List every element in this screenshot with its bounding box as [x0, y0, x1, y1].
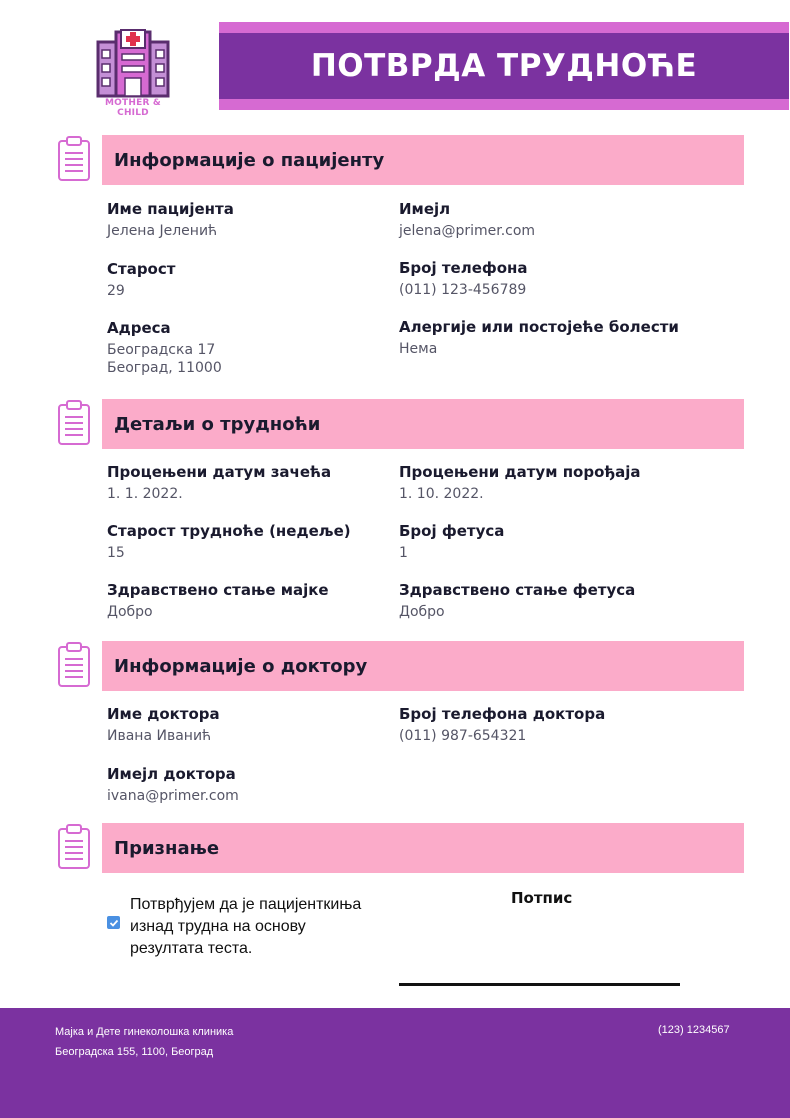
- section-header-acknowledgment: [102, 823, 744, 873]
- title-banner: [219, 22, 789, 110]
- field-doctor-email: [107, 764, 392, 805]
- section-header-doctor: [102, 641, 744, 691]
- field-label: Адреса: [107, 319, 171, 337]
- field-label: Број фетуса: [399, 522, 505, 540]
- field-value: (011) 123-456789: [399, 282, 527, 298]
- field-label: Имејл: [399, 200, 451, 218]
- field-label: Име доктора: [107, 705, 220, 723]
- clipboard-icon: [56, 824, 92, 870]
- field-value: (011) 987-654321: [399, 728, 527, 744]
- field-patient-age: [107, 259, 392, 300]
- field-patient-email: [399, 199, 684, 240]
- field-patient-allergies: [399, 317, 719, 358]
- field-value: Ивана Иванић: [107, 728, 212, 744]
- field-due-date: [399, 462, 684, 503]
- hospital-building-icon: [92, 26, 174, 98]
- field-label: Процењени датум зачећа: [107, 463, 332, 481]
- section-title: Детаљи о трудноћи: [114, 413, 321, 435]
- logo-text: MOTHER & CHILD: [105, 98, 161, 118]
- field-doctor-phone: [399, 704, 684, 745]
- field-label: Број телефона: [399, 259, 528, 277]
- clipboard-icon: [56, 642, 92, 688]
- field-label: Име пацијента: [107, 200, 234, 218]
- field-value: Јелена Јеленић: [107, 223, 218, 239]
- section-header-pregnancy: [102, 399, 744, 449]
- field-value: Добро: [399, 604, 445, 620]
- field-label: Процењени датум порођаја: [399, 463, 641, 481]
- footer-address: Београдска 155, 1100, Београд: [55, 1046, 214, 1058]
- field-conception-date: [107, 462, 392, 503]
- field-value: ivana@primer.com: [107, 788, 239, 804]
- field-label: Број телефона доктора: [399, 705, 606, 723]
- page-footer: [0, 1008, 790, 1118]
- checkmark-icon: [109, 918, 119, 928]
- field-fetus-count: [399, 521, 684, 562]
- field-label: Старост: [107, 260, 176, 278]
- signature-line[interactable]: [399, 983, 680, 986]
- section-title: Признање: [114, 837, 220, 859]
- field-label: Здравствено стање фетуса: [399, 581, 636, 599]
- clipboard-icon: [56, 136, 92, 182]
- field-value: 29: [107, 283, 125, 299]
- field-value: Добро: [107, 604, 153, 620]
- field-doctor-name: [107, 704, 392, 745]
- section-title: Информације о пацијенту: [114, 149, 385, 171]
- field-mother-health: [107, 580, 392, 621]
- field-label: Алергије или постојеће болести: [399, 318, 679, 336]
- field-pregnancy-weeks: [107, 521, 392, 562]
- page-title: ПОТВРДА ТРУДНОЋЕ: [310, 48, 698, 84]
- field-patient-name: [107, 199, 392, 240]
- section-header-patient: [102, 135, 744, 185]
- field-fetus-health: [399, 580, 684, 621]
- field-value: 1. 1. 2022.: [107, 486, 183, 502]
- field-value: Нема: [399, 341, 438, 357]
- field-value: Београдска 17 Београд, 11000: [107, 342, 222, 376]
- field-patient-address: [107, 318, 392, 377]
- signature-label: Потпис: [511, 889, 573, 907]
- field-label: Имејл доктора: [107, 765, 236, 783]
- section-title: Информације о доктору: [114, 655, 368, 677]
- field-value: 15: [107, 545, 125, 561]
- field-value: 1: [399, 545, 408, 561]
- field-label: Старост трудноће (недеље): [107, 522, 351, 540]
- clinic-logo: [92, 26, 174, 116]
- field-value: jelena@primer.com: [399, 223, 536, 239]
- field-label: Здравствено стање мајке: [107, 581, 329, 599]
- footer-phone: (123) 1234567: [658, 1024, 730, 1036]
- acknowledgment-checkbox[interactable]: [107, 916, 120, 929]
- footer-clinic: Мајка и Дете гинеколошка клиника: [55, 1026, 234, 1038]
- clipboard-icon: [56, 400, 92, 446]
- field-value: 1. 10. 2022.: [399, 486, 484, 502]
- acknowledgment-text: Потврђујем да је пацијенткиња изнад трудна на основу резултата теста.: [130, 896, 362, 957]
- field-patient-phone: [399, 258, 684, 299]
